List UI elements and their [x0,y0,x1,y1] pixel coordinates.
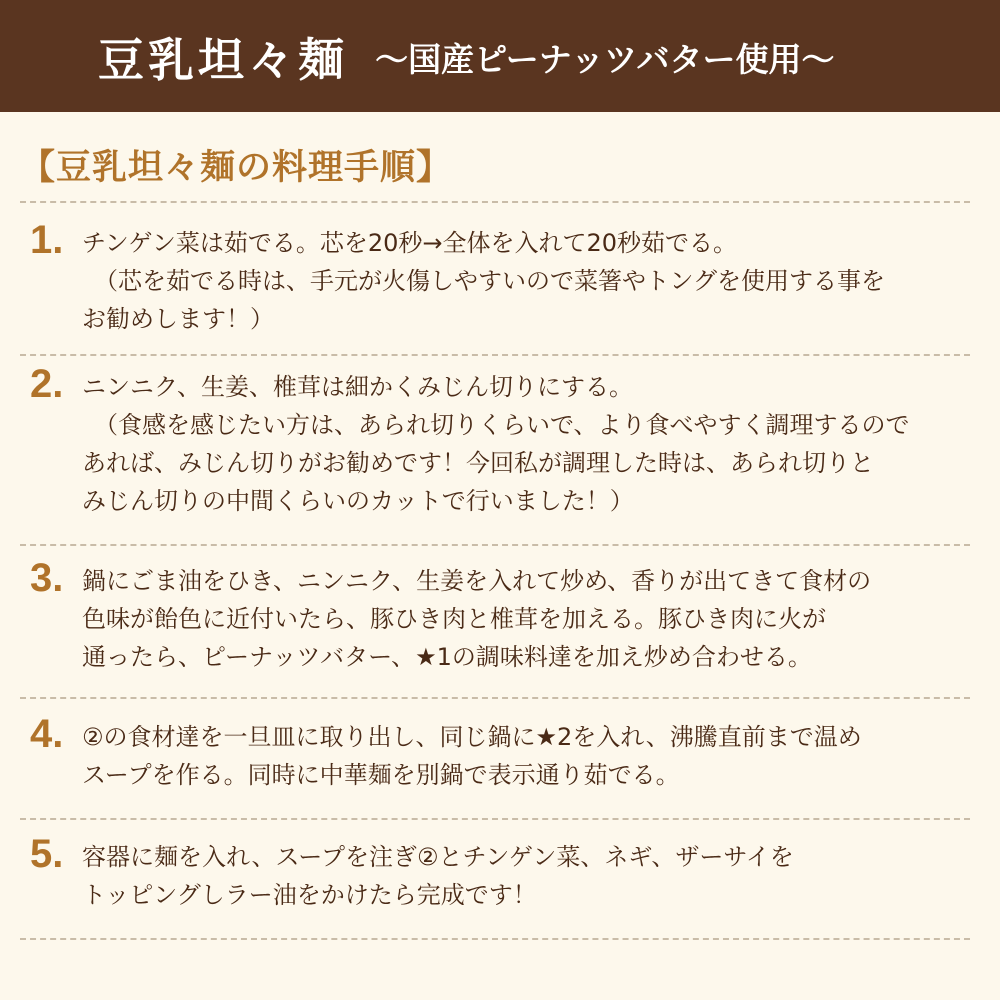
step-line: ニンニク、生姜、椎茸は細かくみじん切りにする。 [82,373,634,401]
step-line: （食感を感じたい方は、あられ切りくらいで、より食べやすく調理するので [94,411,910,439]
step-line: 鍋にごま油をひき、ニンニク、生姜を入れて炒め、香りが出てきて食材の [82,567,872,595]
step-line: 通ったら、ピーナッツバター、★1の調味料達を加え炒め合わせる。 [82,643,812,671]
divider [20,201,970,203]
step-line: みじん切りの中間くらいのカットで行いました！） [82,487,634,515]
step-number: 3. [30,556,64,600]
step-line: （芯を茹でる時は、手元が火傷しやすいので菜箸やトングを使用する事を [94,267,886,295]
step-number: 2. [30,362,64,406]
step-line: お勧めします！） [82,305,274,333]
header-title-row [98,24,834,90]
step-text [82,838,972,914]
step-number: 4. [30,712,64,756]
step-number: 1. [30,218,64,262]
step-text [82,224,972,338]
header-banner [0,0,1000,112]
step-line: トッピングしラー油をかけたら完成です！ [82,881,537,909]
section-title: 【豆乳坦々麺の料理手順】 [20,148,453,188]
step-text [82,368,972,520]
step-number: 5. [30,832,64,876]
recipe-title: 豆乳坦々麺 [98,33,348,87]
step-line: 容器に麺を入れ、スープを注ぎ②とチンゲン菜、ネギ、ザーサイを [82,843,794,871]
step-text [82,718,972,794]
divider [20,938,970,940]
step-line: スープを作る。同時に中華麺を別鍋で表示通り茹でる。 [82,761,680,789]
step-text [82,562,972,676]
divider [20,354,970,356]
divider [20,818,970,820]
step-line: チンゲン菜は茹でる。芯を20秒→全体を入れて20秒茹でる。 [82,229,738,257]
step-line: あれば、みじん切りがお勧めです！今回私が調理した時は、あられ切りと [82,449,874,477]
divider [20,697,970,699]
step-line: 色味が飴色に近付いたら、豚ひき肉と椎茸を加える。豚ひき肉に火が [82,605,826,633]
step-line: ②の食材達を一旦皿に取り出し、同じ鍋に★2を入れ、沸騰直前まで温め [82,723,862,751]
recipe-subtitle: 〜国産ピーナッツバター使用〜 [375,39,835,79]
divider [20,544,970,546]
